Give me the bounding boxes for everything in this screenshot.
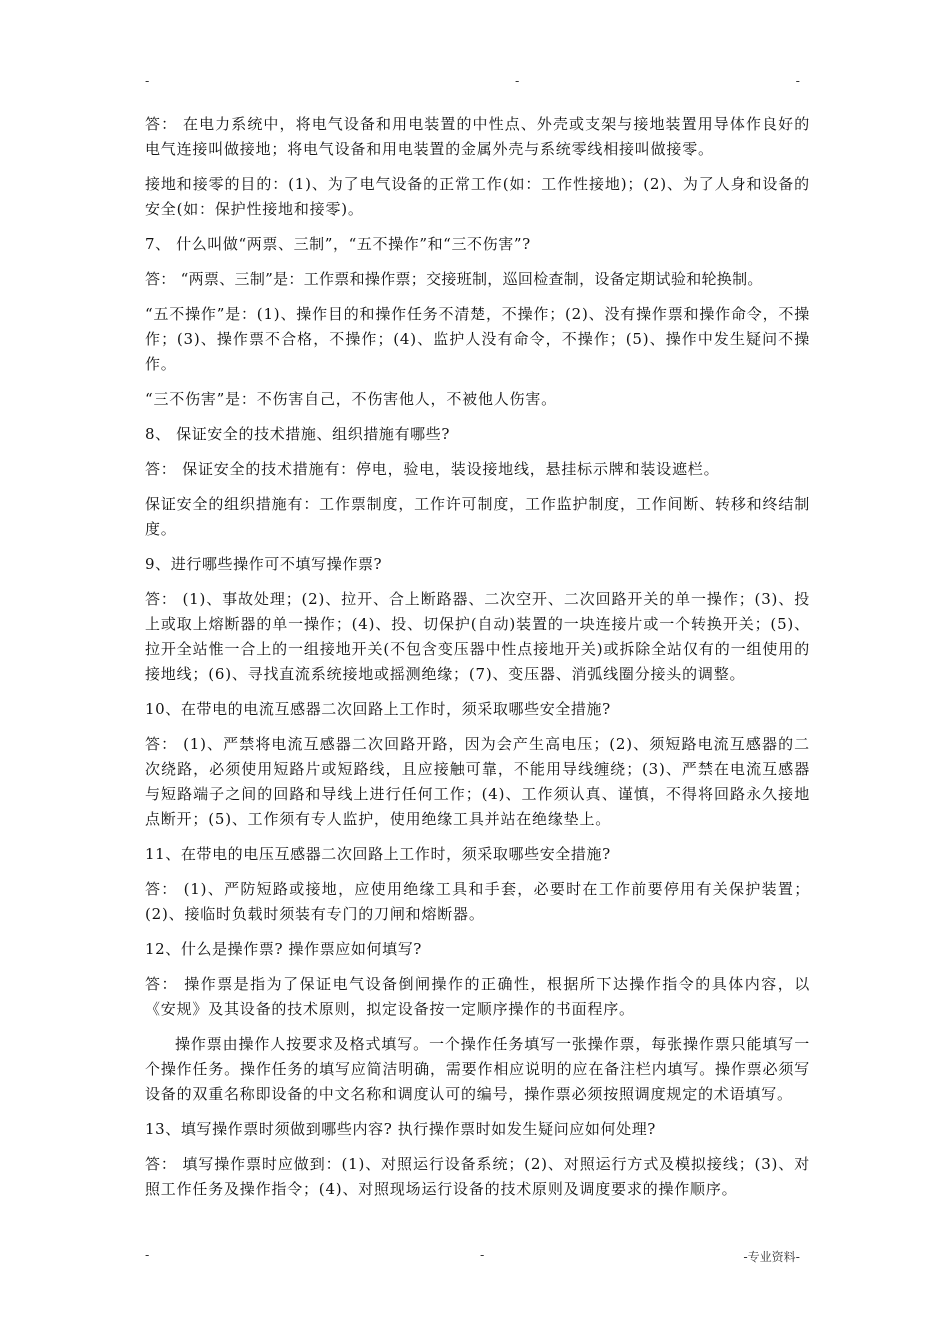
answer-paragraph: 答： “两票、三制”是：工作票和操作票；交接班制，巡回检查制，设备定期试验和轮换制。	[145, 270, 763, 288]
header-left-mark: -	[145, 74, 150, 88]
footer-label: -专业资料-	[743, 1250, 800, 1264]
answer-paragraph: 答： 填写操作票时应做到：(1)、对照运行设备系统；(2)、对照运行方式及模拟接线；(3)、对照工作任务及操作指令；(4)、对照现场运行设备的技术原则及调度要求的操作顺序。	[145, 1155, 810, 1198]
indented-paragraph: 操作票由操作人按要求及格式填写。一个操作任务填写一张操作票，每张操作票只能填写一个操作任务。操作任务的填写应简洁明确，需要作相应说明的应在备注栏内填写。操作票必须写设备的双重名称即设备的中文名称和调度认可的编号，操作票必须按照调度规定的术语填写。	[145, 1035, 810, 1103]
answer-paragraph: 接地和接零的目的：(1)、为了电气设备的正常工作(如：工作性接地)；(2)、为了人身和设备的安全(如：保护性接地和接零)。	[145, 175, 810, 218]
answer-paragraph: 答： (1)、严禁将电流互感器二次回路开路，因为会产生高电压；(2)、须短路电流互感器的二次绕路，必须使用短路片或短路线，且应接触可靠，不能用导线缠绕；(3)、严禁在电流互感器与短路端子之间的回路和导线上进行任何工作；(4)、工作须认真、谨慎，不得将回路永久接地点断开；(5)、工作须有专人监护，使用绝缘工具并站在绝缘垫上。	[145, 735, 810, 828]
question-heading: 13、填写操作票时须做到哪些内容? 执行操作票时如发生疑问应如何处理?	[145, 1120, 656, 1138]
header-right-mark: -	[795, 74, 800, 88]
question-heading: 12、什么是操作票? 操作票应如何填写?	[145, 940, 422, 958]
answer-paragraph: 答： (1)、严防短路或接地，应使用绝缘工具和手套，必要时在工作前要停用有关保护装置；(2)、接临时负载时须装有专门的刀闸和熔断器。	[145, 880, 810, 923]
footer-left-mark: -	[145, 1248, 150, 1262]
answer-paragraph: 保证安全的组织措施有：工作票制度，工作许可制度，工作监护制度，工作间断、转移和终结制度。	[145, 495, 810, 538]
document-body	[145, 112, 810, 1212]
answer-paragraph: 答： (1)、事故处理；(2)、拉开、合上断路器、二次空开、二次回路开关的单一操作；(3)、投上或取上熔断器的单一操作；(4)、投、切保护(自动)装置的一块连接片或一个转换开关；(5)、拉开全站惟一合上的一组接地开关(不包含变压器中性点接地开关)或拆除全站仅有的一组使用的接地线；(6)、寻找直流系统接地或摇测绝缘；(7)、变压器、消弧线圈分接头的调整。	[145, 590, 810, 683]
footer-center-mark: -	[480, 1248, 485, 1262]
answer-paragraph: “五不操作”是：(1)、操作目的和操作任务不清楚，不操作；(2)、没有操作票和操作命令，不操作；(3)、操作票不合格，不操作；(4)、监护人没有命令，不操作；(5)、操作中发生疑问不操作。	[145, 305, 810, 373]
question-heading: 11、在带电的电压互感器二次回路上工作时，须采取哪些安全措施?	[145, 845, 611, 863]
answer-paragraph: 答： 操作票是指为了保证电气设备倒闸操作的正确性，根据所下达操作指令的具体内容，以《安规》及其设备的技术原则，拟定设备按一定顺序操作的书面程序。	[145, 975, 810, 1018]
question-heading: 8、 保证安全的技术措施、组织措施有哪些?	[145, 425, 450, 443]
answer-paragraph: 答： 在电力系统中，将电气设备和用电装置的中性点、外壳或支架与接地装置用导体作良好的电气连接叫做接地；将电气设备和用电装置的金属外壳与系统零线相接叫做接零。	[145, 115, 810, 158]
header-center-mark: -	[515, 74, 520, 88]
answer-paragraph: “三不伤害”是：不伤害自己，不伤害他人，不被他人伤害。	[145, 390, 557, 408]
question-heading: 7、 什么叫做“两票、三制”，“五不操作”和“三不伤害”?	[145, 235, 531, 253]
question-heading: 10、在带电的电流互感器二次回路上工作时，须采取哪些安全措施?	[145, 700, 611, 718]
answer-paragraph: 答： 保证安全的技术措施有：停电，验电，装设接地线，悬挂标示牌和装设遮栏。	[145, 460, 720, 478]
question-heading: 9、进行哪些操作可不填写操作票?	[145, 555, 383, 573]
